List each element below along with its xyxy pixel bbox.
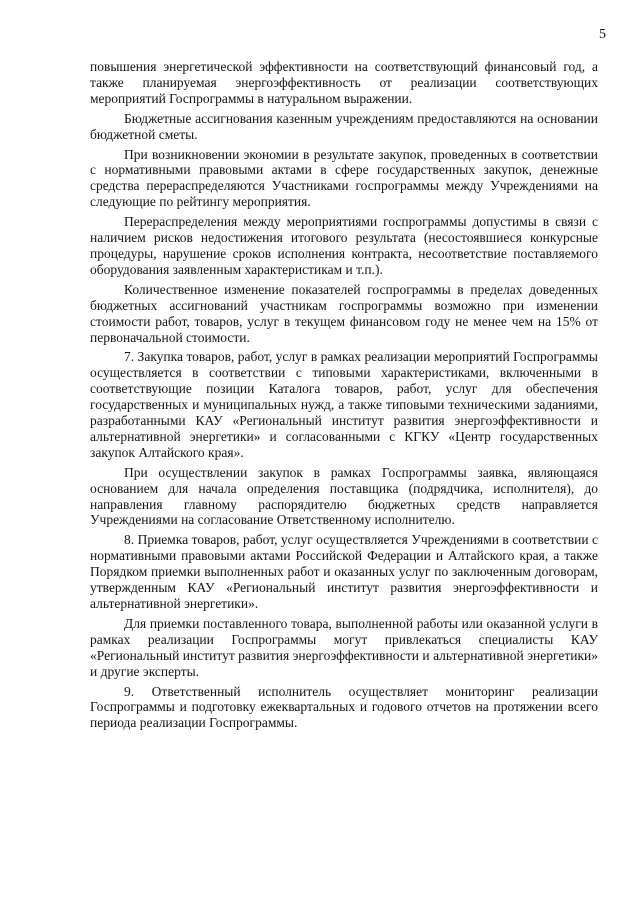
paragraph-budget-estimate: Бюджетные ассигнования казенным учреждениям предоставляются на основании бюджетной сметы. xyxy=(90,110,598,142)
paragraph-continuation: повышения энергетической эффективности на соответствующий финансовый год, а также планируемая энергоэффективность от реализации соответствующих мероприятий Госпрограммы в натуральном выражении. xyxy=(90,59,598,106)
paragraph-indicator-change: Количественное изменение показателей госпрограммы в пределах доведенных бюджетных ассигнований участникам госпрограммы возможно при изменении стоимости работ, товаров, услуг в текущем финансовом году не менее чем на 15% от первоначальной стоимости. xyxy=(90,281,598,345)
paragraph-item-7-procurement: 7. Закупка товаров, работ, услуг в рамках реализации мероприятий Госпрограммы осуществляется в соответствии с типовыми характеристиками, включенными в соответствующие позиции Каталога товаров, работ, услуг для обеспечения государственных и муниципальных нужд, а также типовыми техническими заданиями, разработанными КАУ «Региональный институт развития энергоэффективности и альтернативной энергетики» и согласованными с КГКУ «Центр государственных закупок Алтайского края». xyxy=(90,349,598,460)
paragraph-acceptance-experts: Для приемки поставленного товара, выполненной работы или оказанной услуги в рамках реализации Госпрограммы могут привлекаться специалисты КАУ «Региональный институт развития энергоэффективности и альтернативной энергетики» и другие эксперты. xyxy=(90,615,598,679)
paragraph-procurement-request: При осуществлении закупок в рамках Госпрограммы заявка, являющаяся основанием для начала определения поставщика (подрядчика, исполнителя), до направления главному распорядителю бюджетных средств направляется Учреждениями на согласование Ответственному исполнителю. xyxy=(90,464,598,528)
document-body xyxy=(90,59,598,735)
paragraph-item-9-monitoring: 9. Ответственный исполнитель осуществляет мониторинг реализации Госпрограммы и подготовку ежеквартальных и годового отчетов на протяжении всего периода реализации Госпрограммы. xyxy=(90,683,598,731)
paragraph-item-8-acceptance: 8. Приемка товаров, работ, услуг осуществляется Учреждениями в соответствии с нормативными правовыми актами Российской Федерации и Алтайского края, а также Порядком приемки выполненных работ и оказанных услуг по заключенным договорам, утвержденным КАУ «Региональный институт развития энергоэффективности и альтернативной энергетики». xyxy=(90,532,598,611)
paragraph-redistribution-risks: Перераспределения между мероприятиями госпрограммы допустимы в связи с наличием рисков недостижения итогового результата (несостоявшиеся конкурсные процедуры, нарушение сроков исполнения контракта, несоответствие поставляемого оборудования заявленным характеристикам и т.п.). xyxy=(90,214,598,277)
paragraph-savings-redistribution: При возникновении экономии в результате закупок, проведенных в соответствии с нормативными правовыми актами в сфере государственных закупок, денежные средства перераспределяются Участниками госпрограммы между Учреждениями на следующие по рейтингу мероприятия. xyxy=(90,146,598,210)
page-number: 5 xyxy=(599,27,606,42)
